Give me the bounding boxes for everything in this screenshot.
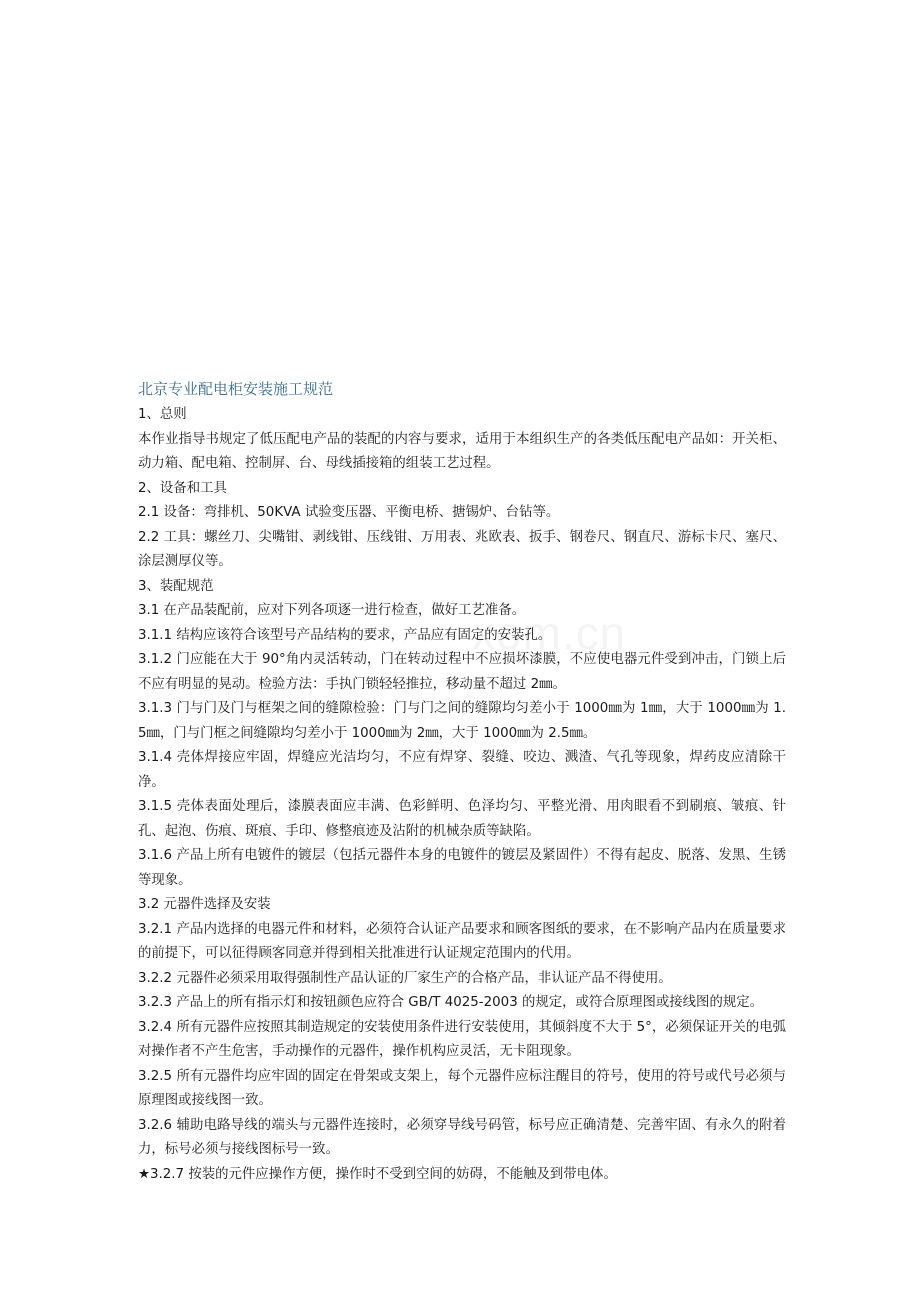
clause-3-2-1: 3.2.1 产品内选择的电器元件和材料，必须符合认证产品要求和顾客图纸的要求，在不影响产品内在质量要求的前提下，可以征得顾客同意并得到相关批准进行认证规定范围内的代用。 [138, 921, 786, 961]
clause-3-1: 3.1 在产品装配前，应对下列各项逐一进行检查，做好工艺准备。 [138, 603, 526, 618]
clause-3-2-7: ★3.2.7 按装的元件应操作方便，操作时不受到空间的妨碍，不能触及到带电体。 [138, 1166, 617, 1182]
clause-3-1-1: 3.1.1 结构应该符合该型号产品结构的要求，产品应有固定的安装孔。 [138, 627, 552, 643]
clause-3-1-2: 3.1.2 门应能在大于 90°角内灵活转动，门在转动过程中不应损坏漆膜，不应使电器元件受到冲击，门锁上后不应有明显的晃动。检验方法：手执门锁轻轻推拉，移动量不超过 2㎜。 [138, 652, 786, 692]
section-1-heading: 1、总则 [138, 407, 187, 422]
clause-3-1-4: 3.1.4 壳体焊接应牢固，焊缝应光洁均匀，不应有焊穿、裂缝、咬边、溅渣、气孔等现象，焊药皮应清除干净。 [138, 750, 786, 790]
clause-2-1: 2.1 设备：弯排机、50KVA 试验变压器、平衡电桥、搪锡炉、台钻等。 [138, 505, 560, 520]
section-3-heading: 3、装配规范 [138, 578, 214, 594]
clause-3-2-2: 3.2.2 元器件必须采用取得强制性产品认证的厂家生产的合格产品，非认证产品不得使用。 [138, 970, 672, 986]
clause-3-1-3: 3.1.3 门与门及门与框架之间的缝隙检验：门与门之间的缝隙均匀差小于 1000㎜为 1㎜，大于 1000㎜为 1.5㎜，门与门框之间缝隙均匀差小于 1000㎜为 2㎜，大于 1000㎜为 2.5㎜。 [138, 701, 786, 741]
section-2-heading: 2、设备和工具 [138, 480, 227, 496]
clause-3-2-6: 3.2.6 辅助电路导线的端头与元器件连接时，必须穿导线号码管，标号应正确清楚、完善牢固、有永久的附着力，标号必须与接线图标号一致。 [138, 1117, 786, 1157]
scope-paragraph: 本作业指导书规定了低压配电产品的装配的内容与要求，适用于本组织生产的各类低压配电产品如：开关柜、动力箱、配电箱、控制屏、台、母线插接箱的组装工艺过程。 [138, 431, 786, 471]
document-title: 北京专业配电柜安装施工规范 [138, 380, 334, 398]
clause-3-2: 3.2 元器件选择及安装 [138, 897, 271, 912]
clause-3-2-3: 3.2.3 产品上的所有指示灯和按钮颜色应符合 GB/T 4025-2003 的规定，或符合原理图或接线图的规定。 [138, 995, 764, 1010]
clause-3-2-4: 3.2.4 所有元器件应按照其制造规定的安装使用条件进行安装使用，其倾斜度不大于 5°，必须保证开关的电弧对操作者不产生危害，手动操作的元器件，操作机构应灵活，无卡阻现象。 [138, 1019, 786, 1059]
clause-3-1-6: 3.1.6 产品上所有电镀件的镀层（包括元器件本身的电镀件的镀层及紧固件）不得有起皮、脱落、发黑、生锈等现象。 [138, 848, 786, 888]
document-body [138, 378, 786, 1187]
clause-3-1-5: 3.1.5 壳体表面处理后，漆膜表面应丰满、色彩鲜明、色泽均匀、平整光滑、用肉眼看不到刷痕、皱痕、针孔、起泡、伤痕、斑痕、手印、修整痕迹及沾附的机械杂质等缺陷。 [138, 799, 786, 839]
clause-3-2-5: 3.2.5 所有元器件均应牢固的固定在骨架或支架上，每个元器件应标注醒目的符号，使用的符号或代号必须与原理图或接线图一致。 [138, 1068, 786, 1108]
clause-2-2: 2.2 工具：螺丝刀、尖嘴钳、剥线钳、压线钳、万用表、兆欧表、扳手、钢卷尺、钢直尺、游标卡尺、塞尺、涂层测厚仪等。 [138, 529, 786, 569]
